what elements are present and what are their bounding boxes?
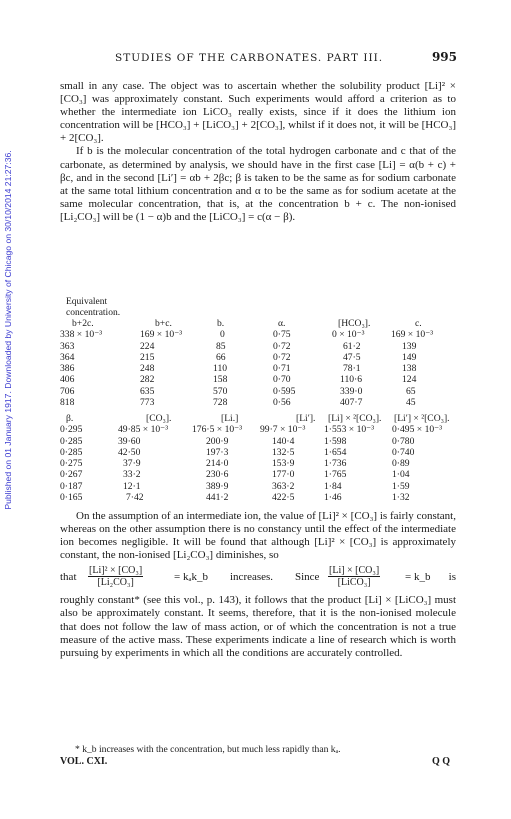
table-cell: 37·9 [123, 458, 141, 470]
table-cell: 1·598 [324, 435, 347, 447]
table-cell: 7·42 [126, 492, 144, 504]
table-cell: 200·9 [206, 435, 229, 447]
table-cell: 214·0 [206, 458, 229, 470]
table-cell: 0·75 [273, 329, 291, 341]
table-cell: 1·32 [392, 492, 410, 504]
table1-caption-line2: concentration. [66, 307, 121, 318]
volume-label: VOL. CXI. [60, 756, 108, 767]
signature-mark: Q Q [431, 756, 450, 767]
table-cell: 339·0 [340, 385, 363, 397]
table-cell: 138 [402, 363, 417, 375]
footnote: * k_b increases with the concentration, but much less rapidly than kₐ. [75, 744, 341, 755]
table2-header: β. [66, 413, 74, 424]
page-header [0, 52, 511, 66]
table2-header: [CO₃]. [146, 413, 172, 424]
table2 [60, 413, 460, 503]
table-cell: 363 [60, 340, 75, 352]
table-cell: 282 [140, 374, 155, 386]
table-cell: 422·5 [272, 492, 295, 504]
table2-header: [Li.] [221, 413, 239, 424]
table-cell: 47·5 [343, 351, 361, 363]
table-cell: 1·553 × 10⁻³ [324, 424, 375, 436]
table-cell: 0·495 × 10⁻³ [392, 424, 443, 436]
paragraph-1: small in any case. The object was to ascertain whether the solubility product [Li]² × [CO₃] was approximately constant. Such experiments would afford a criterion as to whether the intermediate ion LiCO₃ really exists, since if it does the lithium ion concentration will be [HCO₃] + [LiCO₃] + 2[CO₃], whilst if it does not, it will be [HCO₃] + 2[CO₃]. [60, 80, 456, 145]
table-cell: 1·654 [324, 446, 347, 458]
table-row [60, 363, 460, 374]
table-cell: 176·5 × 10⁻³ [192, 424, 243, 436]
table-cell: 224 [140, 340, 155, 352]
table-cell: 110 [213, 363, 228, 375]
table-cell: 0·295 [60, 424, 83, 436]
table-cell: 389·9 [206, 480, 229, 492]
table1-header: b+2c. [72, 318, 94, 329]
table-cell: 0·71 [273, 363, 291, 375]
table-cell: 0·267 [60, 469, 83, 481]
table2-header: [Li] × ²[CO₃]. [328, 413, 382, 424]
table-cell: 0·89 [392, 458, 410, 470]
table-row [60, 374, 460, 385]
table-cell: 153·9 [272, 458, 295, 470]
table-cell: 45 [406, 397, 416, 409]
download-notice-text: Published on 01 January 1917. Downloaded by University of Chicago on 30/10/2014 21:27:36. [3, 150, 13, 510]
table-cell: 0·275 [60, 458, 83, 470]
table-cell: 248 [140, 363, 155, 375]
table-cell: 197·3 [206, 446, 229, 458]
table-cell: 149 [402, 351, 417, 363]
table-row [60, 341, 460, 352]
table1-header: b+c. [155, 318, 172, 329]
table-cell: 728 [213, 397, 228, 409]
table-cell: 386 [60, 363, 75, 375]
table-cell: 706 [60, 385, 75, 397]
table-cell: 12·1 [123, 480, 141, 492]
table-cell: 1·736 [324, 458, 347, 470]
paragraph-3-part-b: roughly constant* (see this vol., p. 143), it follows that the product [Li] × [LiCO₃] must also be approximately constant. It seems, therefore, that it is the non-ionised molecule that does not follow the law of mass action, or of which the concentration is not a true measure of the active mass. These experiments indicate a line of research which is worth pursuing by experiments in which all the conditions are accurately controlled. [60, 594, 456, 659]
table-cell: 441·2 [206, 492, 229, 504]
equation-since: Since [295, 571, 320, 584]
running-head: STUDIES OF THE CARBONATES. PART III. [115, 52, 384, 64]
table-cell: 78·1 [343, 363, 361, 375]
table-cell: 49·85 × 10⁻³ [118, 424, 169, 436]
table1-header: [HCO₃]. [338, 318, 371, 329]
table-cell: 818 [60, 397, 75, 409]
paragraph-3-part-a: On the assumption of an intermediate ion, the value of [Li]² × [CO₃] is fairly constant, whereas on the other assumption there is no constancy until the effect of the intermediate ion becomes negligible. It will be found that although [Li]² × [CO₃] is approximately constant, the non-ionised [Li₂CO₃] diminishes, so [60, 510, 456, 562]
table-cell: 1·84 [324, 480, 342, 492]
table-cell: 0·740 [392, 446, 415, 458]
table-cell: 110·6 [340, 374, 363, 386]
table-cell: 140·4 [272, 435, 295, 447]
table-cell: 363·2 [272, 480, 295, 492]
fraction-numerator: [Li]² × [CO₃] [89, 565, 143, 577]
table-cell: 338 × 10⁻³ [60, 329, 103, 341]
table1-header: b. [217, 318, 225, 329]
table-cell: 65 [406, 385, 416, 397]
table-cell: 0·72 [273, 351, 291, 363]
paragraph-3 [60, 510, 456, 562]
table-cell: 1·59 [392, 480, 410, 492]
table-cell: 85 [216, 340, 226, 352]
fraction-denominator: [LiCO₃] [337, 577, 371, 589]
body-text-bottom [60, 510, 456, 660]
table-cell: 1·04 [392, 469, 410, 481]
table-cell: 364 [60, 351, 75, 363]
table1-header-row [60, 318, 460, 329]
table-row [60, 436, 460, 447]
equation-increases: increases. [230, 571, 274, 584]
table-cell: 158 [213, 374, 228, 386]
table-cell: 0·595 [273, 385, 296, 397]
table-cell: 1·765 [324, 469, 347, 481]
table-cell: 1·46 [324, 492, 342, 504]
paragraph-2: If b is the molecular concentration of the total hydrogen carbonate and c that of the carbonate, as determined by analysis, we should have in the first case [Li] = α(b + c) + βc, and in the second [Li′] = αb + 2βc; β is taken to be the same as for sodium carbonate at the same total lithium concentration and α to be the same as for sodium acetate at the same molecular concentration, that is, at the concentration b + c. The non-ionised [Li₂CO₃] will be (1 − α)b and the [LiCO₃] = c(α − β). [60, 145, 456, 223]
table-row [60, 352, 460, 363]
table2-header-row [60, 413, 460, 424]
table-cell: 0·72 [273, 340, 291, 352]
table-row [60, 492, 460, 503]
table-cell: 406 [60, 374, 75, 386]
table-cell: 0·187 [60, 480, 83, 492]
table2-header: [Li′] × ²[CO₃]. [394, 413, 450, 424]
table1-caption-line1: Equivalent [66, 297, 108, 307]
table-cell: 0·165 [60, 492, 83, 504]
table-cell: 61·2 [343, 340, 361, 352]
table-row [60, 424, 460, 435]
table-cell: 132·5 [272, 446, 295, 458]
body-text-top [60, 80, 456, 224]
table-cell: 99·7 × 10⁻³ [260, 424, 306, 436]
table-cell: 177·0 [272, 469, 295, 481]
download-notice [0, 60, 16, 600]
table-cell: 0·56 [273, 397, 291, 409]
equation-that: that [60, 571, 77, 584]
page-footer [60, 756, 460, 770]
table-row [60, 469, 460, 480]
table-row [60, 447, 460, 458]
table1-header: c. [415, 318, 422, 329]
table-cell: 215 [140, 351, 155, 363]
table-cell: 0·285 [60, 446, 83, 458]
table-cell: 39·60 [118, 435, 141, 447]
table-row [60, 481, 460, 492]
table-row [60, 386, 460, 397]
table2-header: [Li′]. [296, 413, 316, 424]
table-row [60, 329, 460, 340]
fraction-dissociation [328, 565, 380, 588]
table-cell: 0·70 [273, 374, 291, 386]
table-row [60, 458, 460, 469]
equation-line [60, 563, 456, 593]
table-cell: 169 × 10⁻³ [391, 329, 434, 341]
table-cell: 773 [140, 397, 155, 409]
table-cell: 42·50 [118, 446, 141, 458]
fraction-numerator: [Li] × [CO₃] [329, 565, 380, 577]
table-cell: 0·780 [392, 435, 415, 447]
table-cell: 169 × 10⁻³ [140, 329, 183, 341]
equation-rhs-1: = kₐk_b [174, 571, 208, 584]
table-cell: 139 [402, 340, 417, 352]
table-cell: 124 [402, 374, 417, 386]
table-cell: 33·2 [123, 469, 141, 481]
table1 [60, 318, 460, 408]
table-row [60, 397, 460, 408]
table-cell: 0 × 10⁻³ [332, 329, 365, 341]
table-cell: 635 [140, 385, 155, 397]
table-cell: 0·285 [60, 435, 83, 447]
page-number: 995 [431, 50, 457, 64]
table-cell: 230·6 [206, 469, 229, 481]
table-cell: 0 [220, 329, 225, 341]
fraction-solubility [88, 565, 143, 588]
table-cell: 570 [213, 385, 228, 397]
table1-header: α. [278, 318, 286, 329]
equation-is: is [448, 571, 456, 584]
table-cell: 66 [216, 351, 226, 363]
table1-caption [66, 297, 120, 318]
fraction-denominator: [Li₂CO₃] [97, 577, 134, 589]
table-cell: 407·7 [340, 397, 363, 409]
equation-rhs-2: = k_b [405, 571, 431, 584]
